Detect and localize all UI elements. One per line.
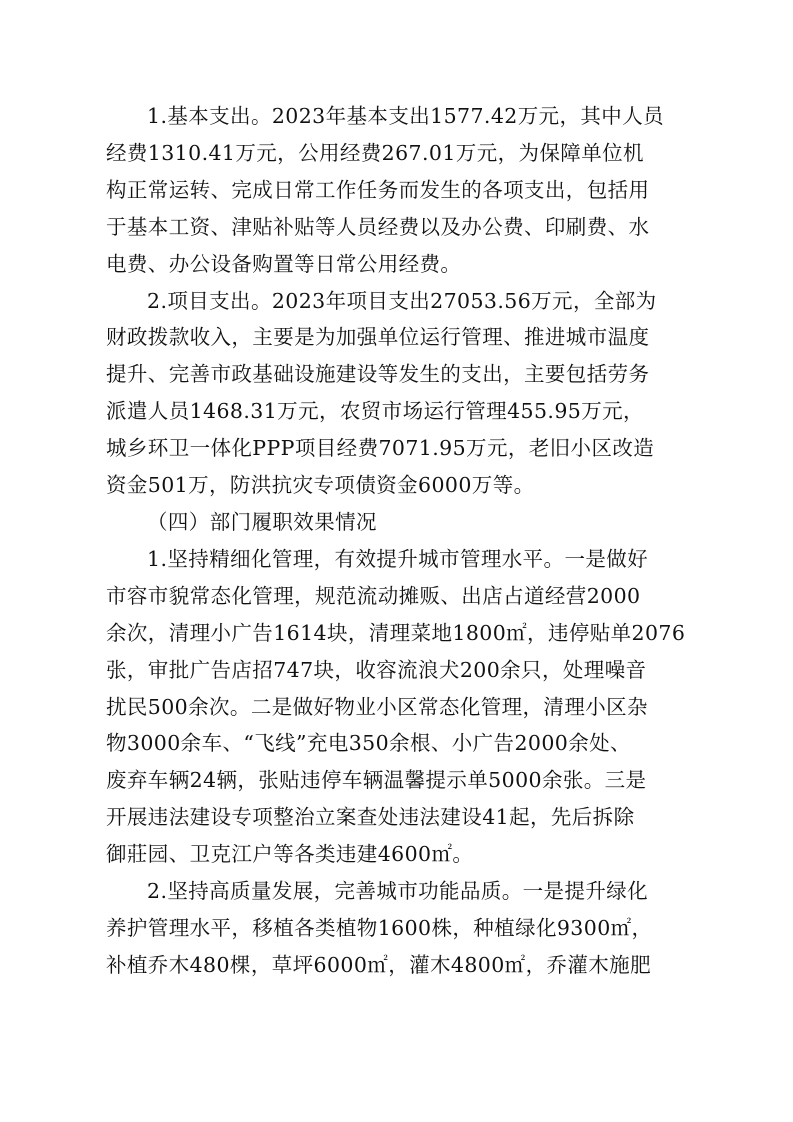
- text-line: 1.基本支出。2023年基本支出1577.42万元，其中人员: [147, 104, 665, 128]
- text-line: 开展违法建设专项整治立案查处违法建设41起，先后拆除: [106, 805, 635, 830]
- text-line: 市容市貌常态化管理，规范流动摊贩、出店占道经营2000: [106, 583, 641, 608]
- paragraph-high-quality-development: [106, 873, 696, 984]
- text-line: 构正常运转、完成日常工作任务而发生的各项支出，包括用: [106, 177, 650, 202]
- text-line: 张，审批广告店招747块，收容流浪犬200余只，处理噪音: [106, 657, 647, 682]
- text-line: 电费、办公设备购置等日常公用经费。: [106, 251, 462, 276]
- text-line: 余次，清理小广告1614块，清理菜地1800㎡，违停贴单2076: [106, 620, 686, 645]
- section-heading: [106, 504, 696, 541]
- text-line: 资金501万，防洪抗灾专项债资金6000万等。: [106, 473, 535, 498]
- text-line: 1.坚持精细化管理，有效提升城市管理水平。一是做好: [147, 546, 649, 571]
- section-heading-text: （四）部门履职效果情况: [147, 509, 377, 534]
- text-line: 2.坚持高质量发展，完善城市功能品质。一是提升绿化: [147, 879, 649, 904]
- text-line: 养护管理水平，移植各类植物1600株，种植绿化9300㎡，: [106, 915, 653, 940]
- text-line: 城乡环卫一体化PPP项目经费7071.95万元，老旧小区改造: [106, 436, 655, 461]
- text-line: 于基本工资、津贴补贴等人员经费以及办公费、印刷费、水: [106, 214, 650, 239]
- text-line: 派遣人员1468.31万元，农贸市场运行管理455.95万元，: [106, 399, 644, 424]
- paragraph-basic-expenditure: [106, 98, 696, 283]
- text-line: 废弃车辆24辆，张贴违停车辆温馨提示单5000余张。三是: [106, 768, 647, 793]
- paragraph-project-expenditure: [106, 283, 696, 504]
- paragraph-fine-management: [106, 541, 696, 873]
- document-body: [106, 98, 696, 984]
- text-line: 御莊园、卫克江户等各类违建4600㎡。: [106, 842, 474, 867]
- text-line: 物3000余车、“飞线”充电350余根、小广告2000余处、: [106, 731, 631, 756]
- text-line: 经费1310.41万元，公用经费267.01万元，为保障单位机: [106, 140, 644, 165]
- text-line: 提升、完善市政基础设施建设等发生的支出，主要包括劳务: [106, 362, 650, 387]
- text-line: 扰民500余次。二是做好物业小区常态化管理，清理小区杂: [106, 694, 648, 719]
- text-line: 补植乔木480棵，草坪6000㎡，灌木4800㎡，乔灌木施肥: [106, 952, 651, 977]
- text-line: 财政拨款收入，主要是为加强单位运行管理、推进城市温度: [106, 325, 650, 350]
- text-line: 2.项目支出。2023年项目支出27053.56万元，全部为: [147, 288, 657, 313]
